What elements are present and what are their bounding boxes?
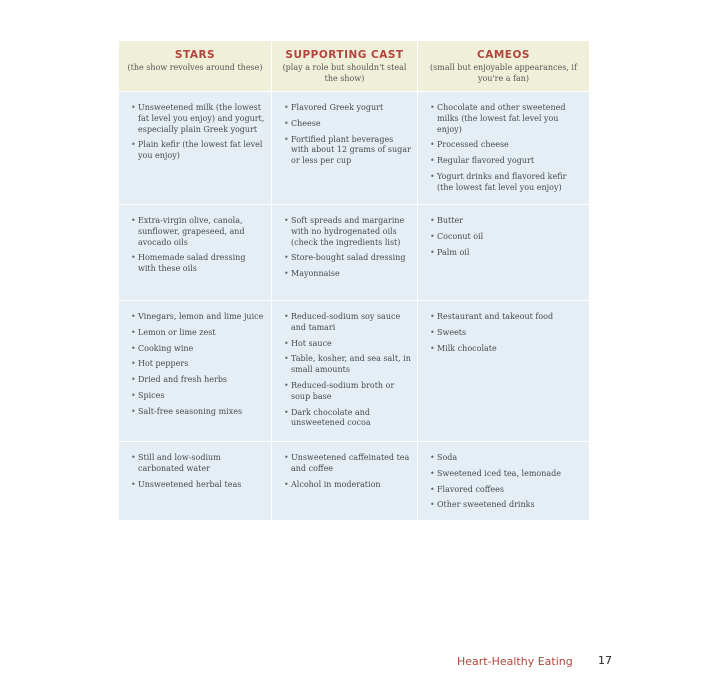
cell-supporting-cast: [271, 301, 417, 441]
list-item: • Store-bought salad dressing: [284, 253, 411, 264]
list-item: • Reduced-sodium broth or soup base: [284, 381, 411, 403]
header-supporting-cast: [271, 41, 417, 91]
header-subtitle: (the show revolves around these): [127, 63, 263, 72]
cell-stars: [119, 301, 271, 441]
header-title: STARS: [174, 49, 216, 61]
page-number: 17: [598, 654, 612, 667]
list-item: • Sweetened iced tea, lemonade: [430, 469, 583, 480]
list-item: • Chocolate and other sweetened milks (the lowest fat level you enjoy): [430, 103, 583, 135]
table-row: [119, 300, 589, 441]
list-item: • Other sweetened drinks: [430, 500, 583, 511]
list-item: • Regular flavored yogurt: [430, 156, 583, 167]
list-item: • Butter: [430, 216, 583, 227]
list-item: • Hot peppers: [131, 359, 265, 370]
header-title: CAMEOS: [477, 49, 530, 61]
list-item: • Unsweetened caffeinated tea and coffee: [284, 453, 411, 475]
cell-cameos: [417, 92, 589, 204]
cell-supporting-cast: [271, 92, 417, 204]
list-item: • Homemade salad dressing with these oils: [131, 253, 265, 275]
list-item: • Coconut oil: [430, 232, 583, 243]
cell-supporting-cast: [271, 442, 417, 520]
list-item: • Cooking wine: [131, 344, 265, 355]
list-item: • Salt-free seasoning mixes: [131, 407, 265, 418]
list-item: • Still and low-sodium carbonated water: [131, 453, 265, 475]
list-item: • Fortified plant beverages with about 12 grams of sugar or less per cup: [284, 135, 411, 167]
cell-cameos: [417, 301, 589, 441]
list-item: • Hot sauce: [284, 339, 411, 350]
header-subtitle: (small but enjoyable appearances, if you're a fan): [430, 63, 577, 83]
table-row: [119, 441, 589, 520]
table-body: [119, 91, 589, 520]
list-item: • Mayonnaise: [284, 269, 411, 280]
list-item: • Vinegars, lemon and lime juice: [131, 312, 265, 323]
list-item: • Milk chocolate: [430, 344, 583, 355]
list-item: • Spices: [131, 391, 265, 402]
list-item: • Extra-virgin olive, canola, sunflower, grapeseed, and avocado oils: [131, 216, 265, 248]
list-item: • Unsweetened milk (the lowest fat level you enjoy) and yogurt, especially plain Greek yogurt: [131, 103, 265, 135]
cell-cameos: [417, 205, 589, 300]
list-item: • Table, kosher, and sea salt, in small amounts: [284, 354, 411, 376]
food-table: [119, 41, 589, 520]
list-item: • Palm oil: [430, 248, 583, 259]
cell-cameos: [417, 442, 589, 520]
list-item: • Restaurant and takeout food: [430, 312, 583, 323]
list-item: • Dark chocolate and unsweetened cocoa: [284, 408, 411, 430]
list-item: • Processed cheese: [430, 140, 583, 151]
cell-supporting-cast: [271, 205, 417, 300]
list-item: • Yogurt drinks and flavored kefir (the lowest fat level you enjoy): [430, 172, 583, 194]
table-row: [119, 204, 589, 300]
header-cameos: [417, 41, 589, 91]
cell-stars: [119, 92, 271, 204]
header-stars: [119, 41, 271, 91]
list-item: • Sweets: [430, 328, 583, 339]
list-item: • Flavored Greek yogurt: [284, 103, 411, 114]
cell-stars: [119, 205, 271, 300]
header-title: SUPPORTING CAST: [285, 49, 404, 61]
cell-stars: [119, 442, 271, 520]
footer-title: Heart-Healthy Eating: [457, 655, 573, 668]
list-item: • Dried and fresh herbs: [131, 375, 265, 386]
list-item: • Flavored coffees: [430, 485, 583, 496]
list-item: • Alcohol in moderation: [284, 480, 411, 491]
list-item: • Soda: [430, 453, 583, 464]
list-item: • Plain kefir (the lowest fat level you enjoy): [131, 140, 265, 162]
list-item: • Unsweetened herbal teas: [131, 480, 265, 491]
header-subtitle: (play a role but shouldn't steal the show): [282, 63, 407, 83]
list-item: • Lemon or lime zest: [131, 328, 265, 339]
list-item: • Reduced-sodium soy sauce and tamari: [284, 312, 411, 334]
table-header: [119, 41, 589, 91]
table-row: [119, 91, 589, 204]
list-item: • Cheese: [284, 119, 411, 130]
list-item: • Soft spreads and margarine with no hydrogenated oils (check the ingredients list): [284, 216, 411, 248]
